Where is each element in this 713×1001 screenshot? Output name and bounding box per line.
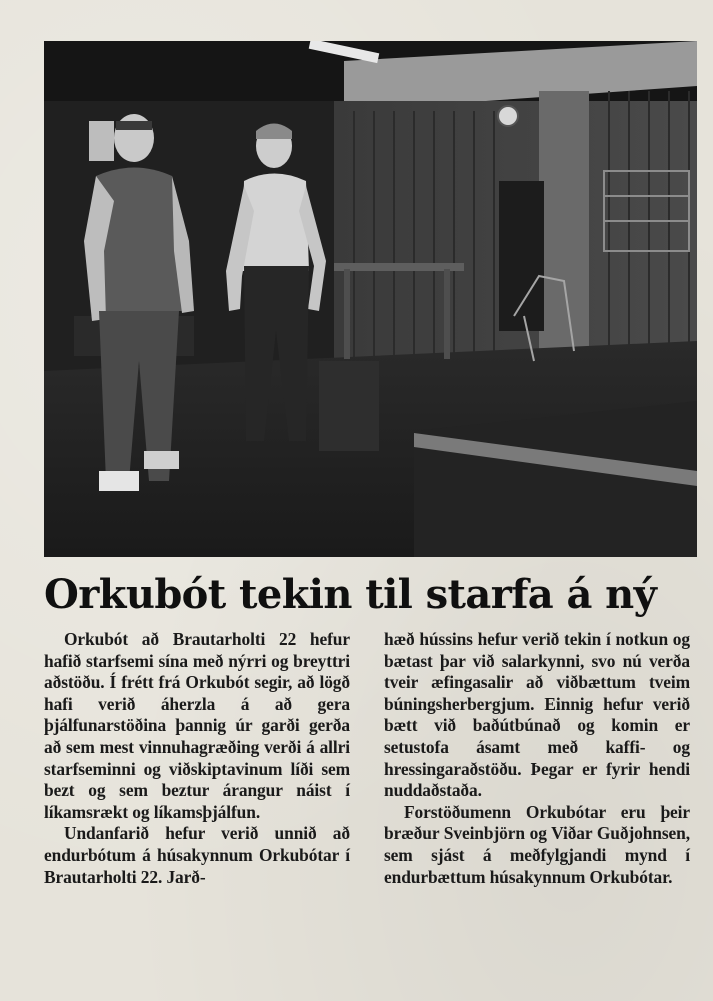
article-paragraph: hæð hússins hefur verið tekin í notkun og bætast þar við salarkynni, svo nú verða tveir æfingasalir að viðbættum tveim búningsherbergjum. Einnig hefur verið bætt við baðútbúnað og komin er setustofa ásamt með kaffi- og hressingaraðstöðu. Þegar er fyrir hendi nuddaðstaða. bbox=[384, 629, 690, 801]
article-photo bbox=[44, 41, 697, 557]
article-paragraph: Undanfarið hefur verið unnið að endurbótum á húsakynnum Orkubótar í Brautarholti 22. Jarð- bbox=[44, 823, 350, 887]
article-paragraph: Orkubót að Brautarholti 22 hefur hafið starfsemi sína með nýrri og breyttri aðstöðu. Í frétt frá Orkubót segir, að lögð hafi verið áherzla á að gera þjálfunarstöðina þannig úr garði gerða að sem mest vinnuhagræðing verði á allri starfseminni og viðskiptavinum líði sem bezt og sem beztur árangur náist í líkamsrækt og líkamsþjálfun. bbox=[44, 629, 350, 822]
article-column-right bbox=[384, 629, 690, 888]
article-headline: Orkubót tekin til starfa á ný bbox=[44, 571, 657, 618]
article-paragraph: Forstöðumenn Orkubótar eru þeir bræður Sveinbjörn og Viðar Guðjohnsen, sem sjást á meðfylgjandi mynd í endurbættum húsakynnum Orkubótar. bbox=[384, 801, 690, 887]
article-column-left bbox=[44, 629, 350, 888]
